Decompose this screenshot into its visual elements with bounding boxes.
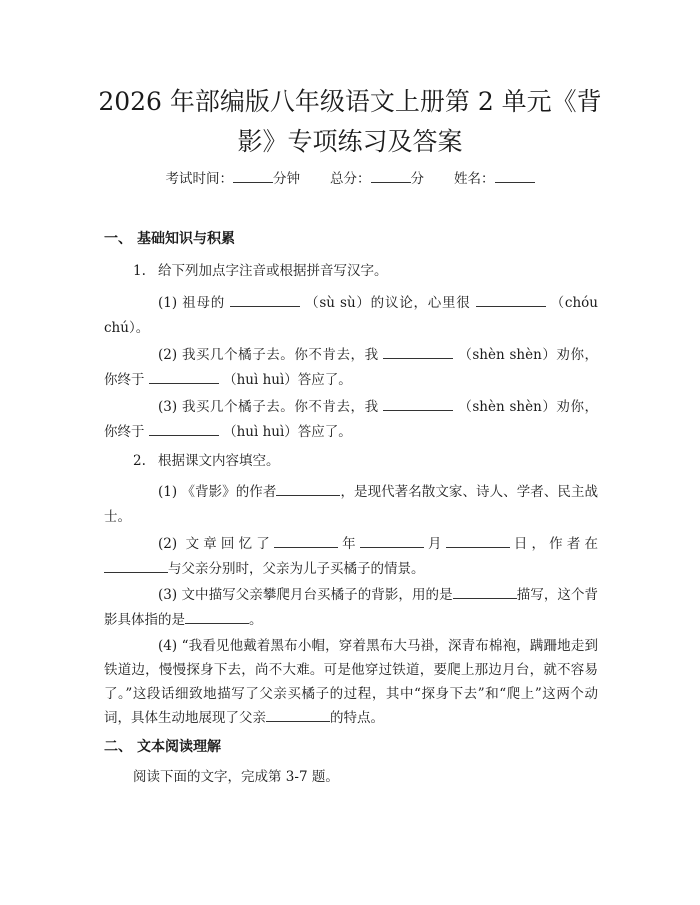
- q2-item-2-blank-day[interactable]: [446, 534, 510, 548]
- q2-item-2-b: 年: [337, 536, 360, 552]
- q2-item-1-blank[interactable]: [276, 482, 340, 496]
- question-1-text: 给下列加点字注音或根据拼音写汉字。: [158, 263, 388, 279]
- title-line-2: 影》专项练习及答案: [237, 127, 463, 156]
- score-blank[interactable]: [371, 169, 411, 183]
- section-2-heading: [104, 738, 221, 756]
- section-1-heading: [104, 230, 235, 248]
- question-1-item-3: [104, 395, 598, 445]
- question-2-item-1: [104, 480, 598, 530]
- time-blank[interactable]: [233, 169, 273, 183]
- q2-item-2-c: 月: [423, 536, 446, 552]
- name-label: 姓名：: [454, 171, 495, 187]
- question-1: [133, 262, 388, 280]
- question-1-item-1: [104, 291, 598, 341]
- time-unit: 分钟: [273, 171, 300, 187]
- item-3-prefix: (3) 我买几个橘子去。你不肯去，我: [158, 399, 379, 415]
- q2-item-3-blank-1[interactable]: [453, 585, 517, 599]
- item-2-prefix: (2) 我买几个橘子去。你不肯去，我: [158, 347, 379, 363]
- question-2-item-3: [104, 583, 598, 633]
- item-3-line2-prefix: 你终于: [104, 424, 145, 440]
- section-2-number: 二、: [104, 739, 132, 755]
- item-2-blank-2[interactable]: [149, 370, 219, 384]
- item-1-blank-2[interactable]: [476, 293, 546, 307]
- q2-item-4-blank[interactable]: [266, 708, 330, 722]
- item-3-mid: （shèn shèn）劝你，: [458, 399, 598, 415]
- score-unit: 分: [410, 171, 424, 187]
- q2-item-4-a: (4) “我看见他戴着黑布小帽，穿着黑布大马褂，深青布棉袍，蹒跚地走到铁道边，慢慢探身下去，尚不大难。可是他穿过铁道，要爬上那边月台，就不容易了。”这段话细致地描写了父亲买橘子的过程，其中“探身下去”和“爬上”这两个动词，具体生动地展现了父亲: [104, 638, 598, 726]
- q2-item-2-e: 与父亲分别时，父亲为儿子买橘子的情景。: [168, 561, 425, 577]
- q2-item-3-blank-2[interactable]: [185, 610, 249, 624]
- q2-item-1-b: ，是现代著名散文家、诗人、学者、民主: [340, 484, 585, 500]
- q2-item-3-b: 描写，这个: [516, 587, 585, 603]
- question-2-item-4: [104, 634, 598, 730]
- item-2-line2-prefix: 你终于: [104, 372, 145, 388]
- section-2-title: 文本阅读理解: [137, 739, 221, 755]
- q2-item-3-c: 背影具体指的是: [104, 587, 599, 628]
- exam-meta: [0, 169, 700, 188]
- question-2: [133, 452, 280, 470]
- question-2-item-2: [104, 532, 598, 582]
- question-1-number: 1.: [133, 263, 146, 279]
- item-3-blank-2[interactable]: [149, 422, 219, 436]
- q2-item-2-d: 日，作者在: [509, 536, 598, 552]
- section-1-title: 基础知识与积累: [137, 231, 235, 247]
- time-label: 考试时间：: [165, 171, 233, 187]
- q2-item-4-b: 的特点。: [330, 710, 384, 726]
- q2-item-3-d: 。: [249, 612, 263, 628]
- item-3-line2-end: （huì huì）答应了。: [223, 424, 352, 440]
- item-1-mid: （sù sù）的议论，心里很: [305, 295, 471, 311]
- question-2-number: 2.: [133, 453, 146, 469]
- q2-item-2-blank-year[interactable]: [274, 534, 338, 548]
- item-2-mid: （shèn shèn）劝你，: [458, 347, 598, 363]
- item-1-blank-1[interactable]: [230, 293, 300, 307]
- q2-item-2-blank-place[interactable]: [104, 559, 168, 573]
- q2-item-2-a: (2) 文章回忆了: [158, 536, 274, 552]
- q2-item-3-a: (3) 文中描写父亲攀爬月台买橘子的背影，用的是: [158, 587, 453, 603]
- question-2-text: 根据课文内容填空。: [158, 453, 280, 469]
- title-line-1: 2026 年部编版八年级语文上册第 2 单元《背: [98, 87, 602, 116]
- q2-item-1-a: (1) 《背影》的作者: [158, 484, 277, 500]
- q2-item-1-c: 战士。: [104, 484, 599, 525]
- q2-item-2-blank-month[interactable]: [360, 534, 424, 548]
- score-label: 总分：: [330, 171, 371, 187]
- section-1-number: 一、: [104, 231, 132, 247]
- item-1-prefix: (1) 祖母的: [158, 295, 225, 311]
- document-title: [60, 82, 640, 162]
- item-2-line2-end: （huì huì）答应了。: [223, 372, 352, 388]
- item-1-end: （chóu: [550, 295, 598, 311]
- name-blank[interactable]: [495, 169, 535, 183]
- question-1-item-2: [104, 343, 598, 393]
- item-1-line2: chú）。: [104, 320, 150, 336]
- item-3-blank-1[interactable]: [383, 397, 453, 411]
- item-2-blank-1[interactable]: [383, 345, 453, 359]
- reading-intro: 阅读下面的文字，完成第 3-7 题。: [133, 769, 339, 785]
